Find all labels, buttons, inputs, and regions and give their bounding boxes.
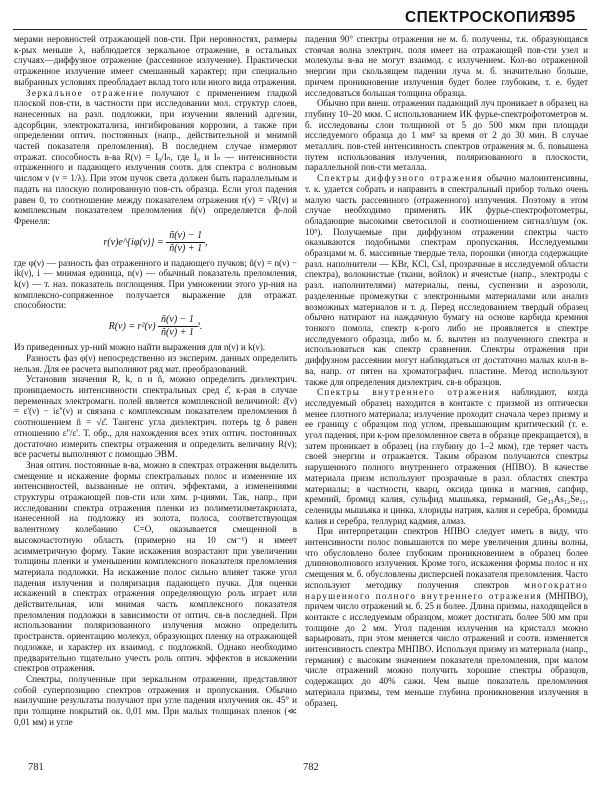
right-paragraph-3 [305, 173, 588, 387]
left-paragraph-7: Зная оптич. постоянные в-ва, можно в спектрах отражения выделить смещение и искажение формы спектральных полос и изменение их интенсивностей, вызванные не оптич. эффектами, а изменениями структуры отражающей пов-сти или хим. р-циями. Так, напр., при исследовании спектра отражения пленки из полиметилметакрилата, нанесенной на подложку из золота, полоса, соответствующая валентному колебанию C=O, оказывается смещенной в высокочастотную область (примерно на 10 см⁻¹) и имеет асимметричную форму. Такие искажения возрастают при увеличении толщины пленки и уменьшении комплексного показателя преломления материала подложки. На искажение полос сильно влияет также угол падения излучения и поляризация падающего пучка. Для оценки искажений в спектрах отражения определяющую роль играет или действительная, или мнимая часть комплексного показателя преломления подложки в зависимости от оптич. св-в последней. При использовании поляризованного излучения можно определить пространств. ориентацию молекул, образующих пленку на отражающей подложке, и характер их взаимод. с подложкой. Однако необходимо предварительно тщательно учесть роль оптич. эффектов в искажении спектров отражения. [14, 459, 297, 674]
fresnel-formula [14, 230, 297, 255]
reflectance-fraction [158, 314, 197, 339]
right-paragraph-4 [305, 387, 588, 526]
reflectance-numerator: ñ(ν) − 1 [158, 314, 197, 327]
right-paragraph-3-text: обычно малоинтенсивны, т. к. удается собрать и направить в спектральный прибор только очень малую часть рассеянного (отраженного) излучения. Поэтому в этом случае необходимо применять ИК фурье-спектрофотометры, обладающие высокими светосилой и соотношением сигнал/шум (ок. 10⁵). Получаемые при диффузном отражении спектры часто оказываются подобными спектрам пропускания. Исследуемыми образцами м. б. массивные твердые тела, порошки (иногда содержащие разл. наполнители — KBr, KCl, CsI, прозрачные в исследуемой области спектра), волокнистые (ткани, войлок) и ячеистые (напр., электроды с разл. наполнителями) материалы, пены, суспензии и аэрозоли, разделенные промежутки с электронными материалами или анализ возможных материалов и т. д. Перед исследованием твердый образец обычно натирают на наждачную бумагу на основе карбида кремния тонкого помола, спектр к-рого либо не проявляется в спектре исследуемого образца, либо м. б. вычтен из полученного спектра и использоваться как спектр сравнения. Спектры отражения при диффузном рассеянии могут наблюдаться от достаточно малых кол-в в-ва, напр. от пятен на хроматографич. пластине. Метод используют также для определения диэлектрич. св-в образцов. [305, 173, 588, 387]
left-paragraph-2-text: получают с применением гладкой плоской пов-сти, в частности при исследовании мол. структур слоев, нанесенных на разл. подложки, при изучении явлений адгезии, адсорбции, электрокатализа, ингибирования коррозии, а также при определении оптич. постоянных (напр., действительной и мнимой частей показателя преломления). В последнем случае измеряют отражат. способность в-ва R(ν) = I₀/Iₙ, где I₀ и Iₙ — интенсивности отраженного и падающего излучения соотв. для спектра с волновым числом ν (ν = 1/λ). При этом пучок света должен быть параллельным и падать на плоскую полированную пов-сть образца. Если угол падения равен 0, то соотношение между показателем отражения r(ν) = √R(ν) и комплексным показателем преломления ñ(ν) определяется ф-лой Френеля: [14, 87, 297, 226]
fresnel-denominator: ñ(ν) + 1 [169, 242, 203, 254]
right-paragraph-4-text: наблюдают, когда исследуемый образец находится в контакте с призмой из оптически менее плотного материала; излучение проходит сначала через призму и ее границу с образцом под углом, превышающим критический (т. е. угол падения, при к-ром преломленное света в образце прекращается), в затем проникает в образец (на глубину до 1–2 мкм), где теряет часть своей энергии и отражается. Таким образом получаются спектры нарушенного полного внутреннего отражения (НПВО). В качестве материала призм используют прозрачные в разл. областях спектра материалы; в частности, кварц, оксида цинка и магния, сапфир, кремний, бромид калия, сульфид мышьяка, германий, Ge₃₃As₁₂Se₅₅, селениды мышьяка и цинка, хлориды натрия, калия и серебра, бромиды калия и серебра, теллурид кадмия, алмаз. [305, 387, 588, 526]
left-paragraph-3: где φ(ν) — разность фаз отраженного и падающего пучков; ñ(ν) = n(ν) − ik(ν), i — мнимая единица, n(ν) — обычный показатель преломления, k(ν) — т. наз. показатель поглощения. При умножении этого ур-ния на комплексно-сопряженное получается выражение для отражат. способности: [14, 257, 297, 311]
left-paragraph-6: Установив значения R, k, n и ñ, можно определить диэлектрич. проницаемость интенсивности спектральных сред ε̂, к-рая в случае переменных электромагн. полей является комплексной величиной: ε̂(ν) = ε'(ν) − iε''(ν) и связана с комплексным показателем преломления ñ соотношением ñ = √ε̂. Тангенс угла диэлектрич. потерь tg δ равен отношению ε''/ε'. Т. обр., для нахождения всех этих оптич. постоянных достаточно измерить спектры отражения и определить величину R(ν); все расчеты выполняют с помощью ЭВМ. [14, 374, 297, 460]
left-paragraph-4: Из приведенных ур-ний можно найти выражения для n(ν) и k(ν). [14, 342, 266, 353]
left-paragraph-1: мерами неровностей отражающей пов-сти. При неровностях, размеры к-рых меньше λ, наблюдается зеркальное отражение, в остальных случаях—диффузное отражение (рассеянное излучение). Практически отраженное излучение имеет смешанный характер; при специально выбранных условиях преобладает вклад того или иного вида отражения. [14, 34, 297, 87]
fresnel-numerator: ñ(ν) − 1 [166, 230, 205, 243]
fresnel-tail: , [205, 236, 208, 248]
reflectance-tail: ². [196, 320, 203, 332]
page-number: 395 [547, 7, 576, 26]
fresnel-fraction [166, 230, 205, 255]
footer-page-right: 782 [303, 762, 319, 773]
fresnel-lhs: r(ν)e^{iφ(ν)} = [103, 236, 164, 248]
footer-page-left: 781 [28, 762, 44, 773]
right-paragraph-5-tail: (МНПВО), причем число отражений м. б. 25 и более. Длина призмы, находящейся в контакте с исследуемым образцом, может достигать более 500 мм при толщине до 2 мм. Угол падения излучения на кристалл можно варьировать, при этом меняется число отражений и соотв. изменяется интенсивность спектра МНПВО. Используя призму из материала (напр., германия) с высоким значением показателя преломления, при малом числе отражений можно получить хорошие спектры образцов, содержащих до 40% сажи. Чем выше показатель преломления материала призмы, тем меньше глубина проникновения излучения в образец. [305, 590, 588, 708]
section-lead-multiple: многократно нарушенного полного внутреннего отражения [305, 579, 588, 601]
header-divider [13, 29, 587, 30]
reflectance-formula [14, 314, 297, 339]
left-column [14, 34, 297, 767]
right-paragraph-2: Обычно при внеш. отражении падающий луч проникает в образец на глубину 10–20 мкм. С использованием ИК фурье-спектрофотометров м. б. исследованы слои толщиной от 5 до 500 мкм при площади исследуемого образца до 1 мм² за время от 2 до 30 мин. В случае металлич. пов-стей интенсивность спектров отражения м. б. повышена путем использования излучения, поляризованного в плоскости, параллельной пов-сти металла. [305, 98, 588, 173]
section-lead-specular: Зеркальное отражение [26, 87, 145, 98]
section-lead-internal: Спектры внутреннего отражения [317, 387, 501, 398]
running-header-title: СПЕКТРОСКОПИЯ [405, 9, 551, 26]
right-column [305, 34, 588, 767]
reflectance-lhs: R(ν) = r²(ν) [108, 320, 156, 332]
right-paragraph-5 [305, 526, 588, 708]
left-paragraph-5: Разность фаз φ(ν) непосредственно из эксперим. данных определить нельзя. Для ее расчета выполняют ряд мат. преобразований. [14, 352, 297, 374]
right-paragraph-1: падения 90° спектры отражения не м. б. получены, т.к. образующаяся стоячая волна электрич. поля имеет на отражающей пов-сти узел и молекулы в-ва не могут взаимод. с излучением. Кол-во отраженной энергии при скользящем падении луча м. б. значительно больше, причем проникновение излучения будет более глубоким, т. е. будет исследоваться большая толщина образца. [305, 34, 588, 98]
right-paragraph-5-text: При интерпретации спектров НПВО следует иметь в виду, что интенсивности полос повышаются по мере увеличения длины волны, что обусловлено более глубоким проникновением в образец более длинноволнового излучения. Кроме того, искажения формы полос и их смещения м. б. обусловлены дисперсией показателя преломления. Часто используют методику получения спектров [305, 526, 588, 590]
left-paragraph-2 [14, 88, 297, 227]
left-paragraph-8: Спектры, полученные при зеркальном отражении, представляют собой суперпозицию спектров отражения и пропускания. Обычно наилучшие результаты получают при угле падения излучения ок. 45° и при толщине покрытий ок. 0,01 мм. При малых толщинах пленок (≪ 0,01 мм) и угле [14, 673, 297, 727]
section-lead-diffuse: Спектры диффузного отражения [317, 173, 484, 184]
reflectance-denominator: ñ(ν) + 1 [161, 327, 194, 339]
